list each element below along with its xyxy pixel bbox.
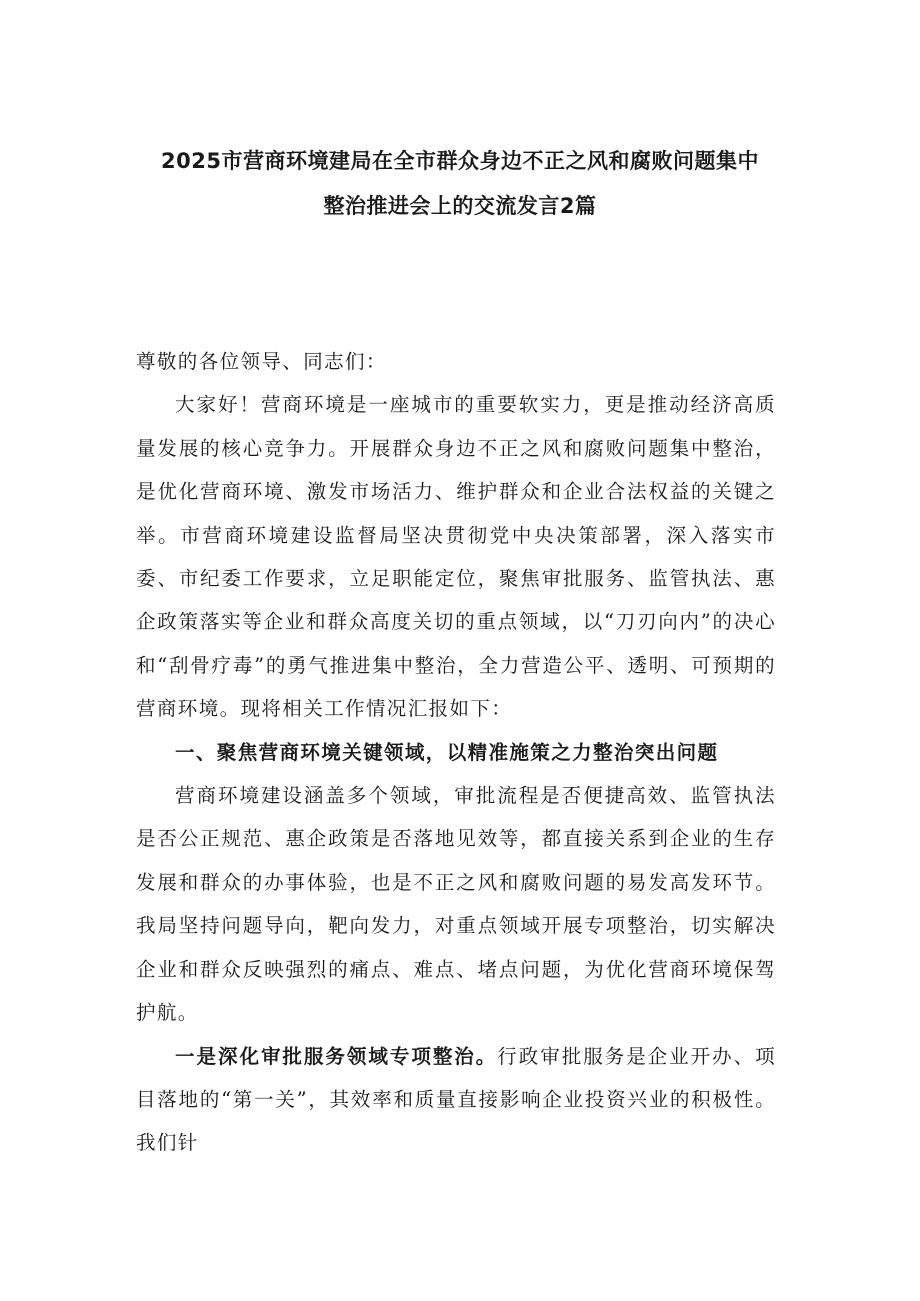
document-title-line-1: 2025市营商环境建局在全市群众身边不正之风和腐败问题集中: [161, 149, 759, 173]
section-heading-1: 一、聚焦营商环境关键领域，以精准施策之力整治突出问题: [175, 740, 719, 764]
subsection-lead: 一是深化审批服务领域专项整治。: [175, 1044, 498, 1068]
salutation: 尊敬的各位领导、同志们：: [136, 350, 387, 373]
document-title-line-2: 整治推进会上的交流发言2篇: [323, 194, 597, 218]
subsection-paragraph-1: [136, 1035, 776, 1165]
opening-paragraph: 大家好！营商环境是一座城市的重要软实力，更是推动经济高质量发展的核心竞争力。开展群众身边不正之风和腐败问题集中整治，是优化营商环境、激发市场活力、维护群众和企业合法权益的关键之举。市营商环境建设监督局坚决贯彻党中央决策部署，深入落实市委、市纪委工作要求，立足职能定位，聚焦审批服务、监管执法、惠企政策落实等企业和群众高度关切的重点领域，以“刀刃向内”的决心和“刮骨疗毒”的勇气推进集中整治，全力营造公平、透明、可预期的营商环境。现将相关工作情况汇报如下：: [136, 393, 776, 721]
document-body: [136, 340, 776, 1165]
subsection-text: 行政审批服务是企业开办、项目落地的“第一关”，其效率和质量直接影响企业投资兴业的积极性。我们针: [136, 1044, 776, 1155]
section-1-paragraph: 营商环境建设涵盖多个领域，审批流程是否便捷高效、监管执法是否公正规范、惠企政策是否落地见效等，都直接关系到企业的生存发展和群众的办事体验，也是不正之风和腐败问题的易发高发环节。我局坚持问题导向，靶向发力，对重点领域开展专项整治，切实解决企业和群众反映强烈的痛点、难点、堵点问题，为优化营商环境保驾护航。: [136, 784, 776, 1025]
